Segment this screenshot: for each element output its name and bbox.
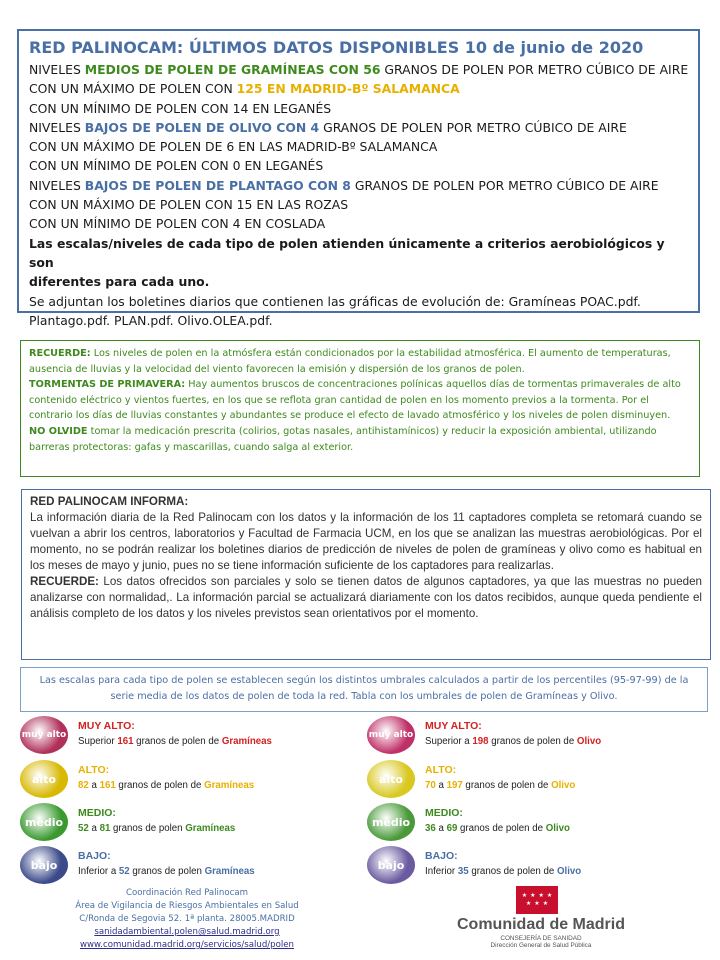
level-label: ALTO: (78, 764, 110, 776)
logo-subtitle: CONSEJERÍA DE SANIDAD Dirección General de Salud Pública (490, 935, 592, 949)
olivo-legend-item (367, 760, 687, 800)
informa-box (21, 489, 711, 660)
gram-level-line: NIVELES MEDIOS DE POLEN DE GRAMÍNEAS CON 56 GRANOS DE POLEN POR METRO CÚBICO DE AIRE (29, 62, 689, 77)
gram-min-line: CON UN MÍNIMO DE POLEN CON 14 EN LEGANÉS (29, 100, 332, 116)
threshold-line: 52 a 81 granos de polen Gramíneas (78, 823, 236, 834)
legend-text (425, 806, 570, 836)
attachments-line-2: Plantago.pdf. PLAN.pdf. Olivo.OLEA.pdf. (29, 312, 273, 328)
threshold-line: Inferior a 52 granos de polen Gramíneas (78, 866, 255, 877)
pollen-grain-icon: muy alto (367, 716, 415, 754)
olivo-legend-item (367, 846, 687, 886)
pollen-grain-icon: alto (20, 760, 68, 798)
legend-text (425, 849, 581, 879)
threshold-line: 70 a 197 granos de polen de Olivo (425, 780, 576, 791)
legend-text (78, 849, 255, 879)
olivo-level-line: NIVELES BAJOS DE POLEN DE OLIVO CON 4 GRANOS DE POLEN POR METRO CÚBICO DE AIRE (29, 119, 627, 135)
footer-address: C/Ronda de Segovia 52. 1ª planta. 28005.MADRID (79, 914, 295, 924)
report-title: RED PALINOCAM: ÚLTIMOS DATOS DISPONIBLES 10 de junio de 2020 (29, 38, 644, 57)
level-label: MEDIO: (425, 807, 463, 819)
olivo-legend-item (367, 716, 687, 756)
level-label: MEDIO: (78, 807, 116, 819)
threshold-line: 36 a 69 granos de polen de Olivo (425, 823, 570, 834)
threshold-line: 82 a 161 granos de polen de Gramíneas (78, 780, 255, 791)
informa-reminder: RECUERDE: Los datos ofrecidos son parciales y solo se tienen datos de algunos captadores, ya que las muestras no pueden analizarse con normalidad,. La información parcial se actualizará diariamente con los datos recibidos, aunque queda pendiente el análisis completo de los datos y los niveles previstos sean orientativos por el momento. (30, 575, 702, 620)
gram-legend-item (20, 760, 340, 800)
pollen-grain-icon: muy alto (20, 716, 68, 754)
pollen-grain-icon: bajo (367, 846, 415, 884)
gram-legend-item (20, 803, 340, 843)
olivo-legend-item (367, 803, 687, 843)
plantago-level-line: NIVELES BAJOS DE POLEN DE PLANTAGO CON 8 GRANOS DE POLEN POR METRO CÚBICO DE AIRE (29, 177, 659, 193)
madrid-flag-icon: ★ ★ ★ ★ ★ ★ ★ (516, 886, 558, 914)
threshold-line: Inferior 35 granos de polen de Olivo (425, 866, 582, 877)
level-label: BAJO: (78, 850, 111, 862)
legend-text (425, 763, 575, 793)
footer-coordination: Coordinación Red Palinocam (126, 888, 248, 898)
level-label: BAJO: (425, 850, 458, 862)
olivo-min-line: CON UN MÍNIMO DE POLEN CON 0 EN LEGANÉS (29, 158, 324, 174)
level-label: ALTO: (425, 764, 457, 776)
comunidad-madrid-logo (430, 886, 652, 948)
legend-text (78, 806, 235, 836)
attachments-line-1: Se adjuntan los boletines diarios que contienen las gráficas de evolución de: Gramíneas POAC.pdf. (29, 293, 641, 309)
legend-text (78, 719, 272, 749)
footer-email-link[interactable]: sanidadambiental.polen@salud.madrid.org (94, 927, 280, 937)
latest-data-box (17, 29, 700, 328)
footer-contact (62, 887, 312, 952)
level-label: MUY ALTO: (425, 720, 482, 732)
pollen-grain-icon: medio (20, 803, 68, 841)
scales-note: Las escalas/niveles de cada tipo de polen atienden únicamente a criterios aerobiológicos y son diferentes para cada uno. (29, 235, 665, 290)
legend-text (425, 719, 601, 749)
threshold-line: Superior 161 granos de polen de Gramíneas (78, 736, 272, 747)
scales-info-box: Las escalas para cada tipo de polen se establecen según los distintos umbrales calculados a partir de los percentiles (95-97-99) de la serie media de los datos de polen de toda la red. Tabla con los umbrales de polen de Gramíneas y Olivo. (20, 667, 708, 712)
gram-max-line: CON UN MÁXIMO DE POLEN CON 125 EN MADRID-Bº SALAMANCA (29, 81, 460, 97)
pollen-grain-icon: medio (367, 803, 415, 841)
footer-area: Área de Vigilancia de Riesgos Ambientales en Salud (75, 901, 299, 911)
gram-legend-item (20, 716, 340, 756)
logo-name: Comunidad de Madrid (457, 916, 625, 933)
plantago-max-line: CON UN MÁXIMO DE POLEN CON 15 EN LAS ROZAS (29, 197, 349, 213)
threshold-line: Superior a 198 granos de polen de Olivo (425, 736, 602, 747)
pollen-grain-icon: alto (367, 760, 415, 798)
plantago-min-line: CON UN MÍNIMO DE POLEN CON 4 EN COSLADA (29, 216, 326, 232)
reminder-box: RECUERDE: Los niveles de polen en la atmósfera están condicionados por la estabilidad atmosférica. El aumento de temperaturas, ausencia de lluvias y la velocidad del viento favorecen la emisión y dispersión de los granos de polen. TORMENTAS DE PRIMAVERA: Hay aumentos bruscos de concentraciones polínicas aquellos días de tormentas primaverales de alto contenido eléctrico y vientos fuertes, en los que se reflota gran cantidad de polen en los momento previos a la tormenta. Por el contrario los días de lluvias constantes y abundantes se produce el efecto de lavado atmosférico y los niveles de polen disminuyen. NO OLVIDE tomar la medicación prescrita (colirios, gotas nasales, antihistamínicos) y reducir la exposición ambiental, utilizando barreras protectoras: gafas y mascarillas, cuando salga al exterior. (20, 340, 700, 477)
informa-text: La información diaria de la Red Palinocam con los datos y la información de los 11 captadores completa se retomará cuando se vuelvan a abrir los centros, laboratorios y Facultad de Farmacia UCM, en los que se analizan las muestras aerobiológicas. Por el momento, no se podrán realizar los boletines diarios de predicción de niveles de polen de gramíneas y olivo como es habitual en los meses de mayo y junio, pues no se tiene información suficiente de los captadores para realizarlas. (30, 511, 702, 572)
olivo-max-line: CON UN MÁXIMO DE POLEN DE 6 EN LAS MADRID-Bº SALAMANCA (29, 139, 438, 155)
informa-heading: RED PALINOCAM INFORMA: (30, 495, 189, 508)
pollen-grain-icon: bajo (20, 846, 68, 884)
legend-text (78, 763, 254, 793)
gram-legend-item (20, 846, 340, 886)
level-label: MUY ALTO: (78, 720, 135, 732)
footer-url-link[interactable]: www.comunidad.madrid.org/servicios/salud/polen (79, 940, 295, 950)
